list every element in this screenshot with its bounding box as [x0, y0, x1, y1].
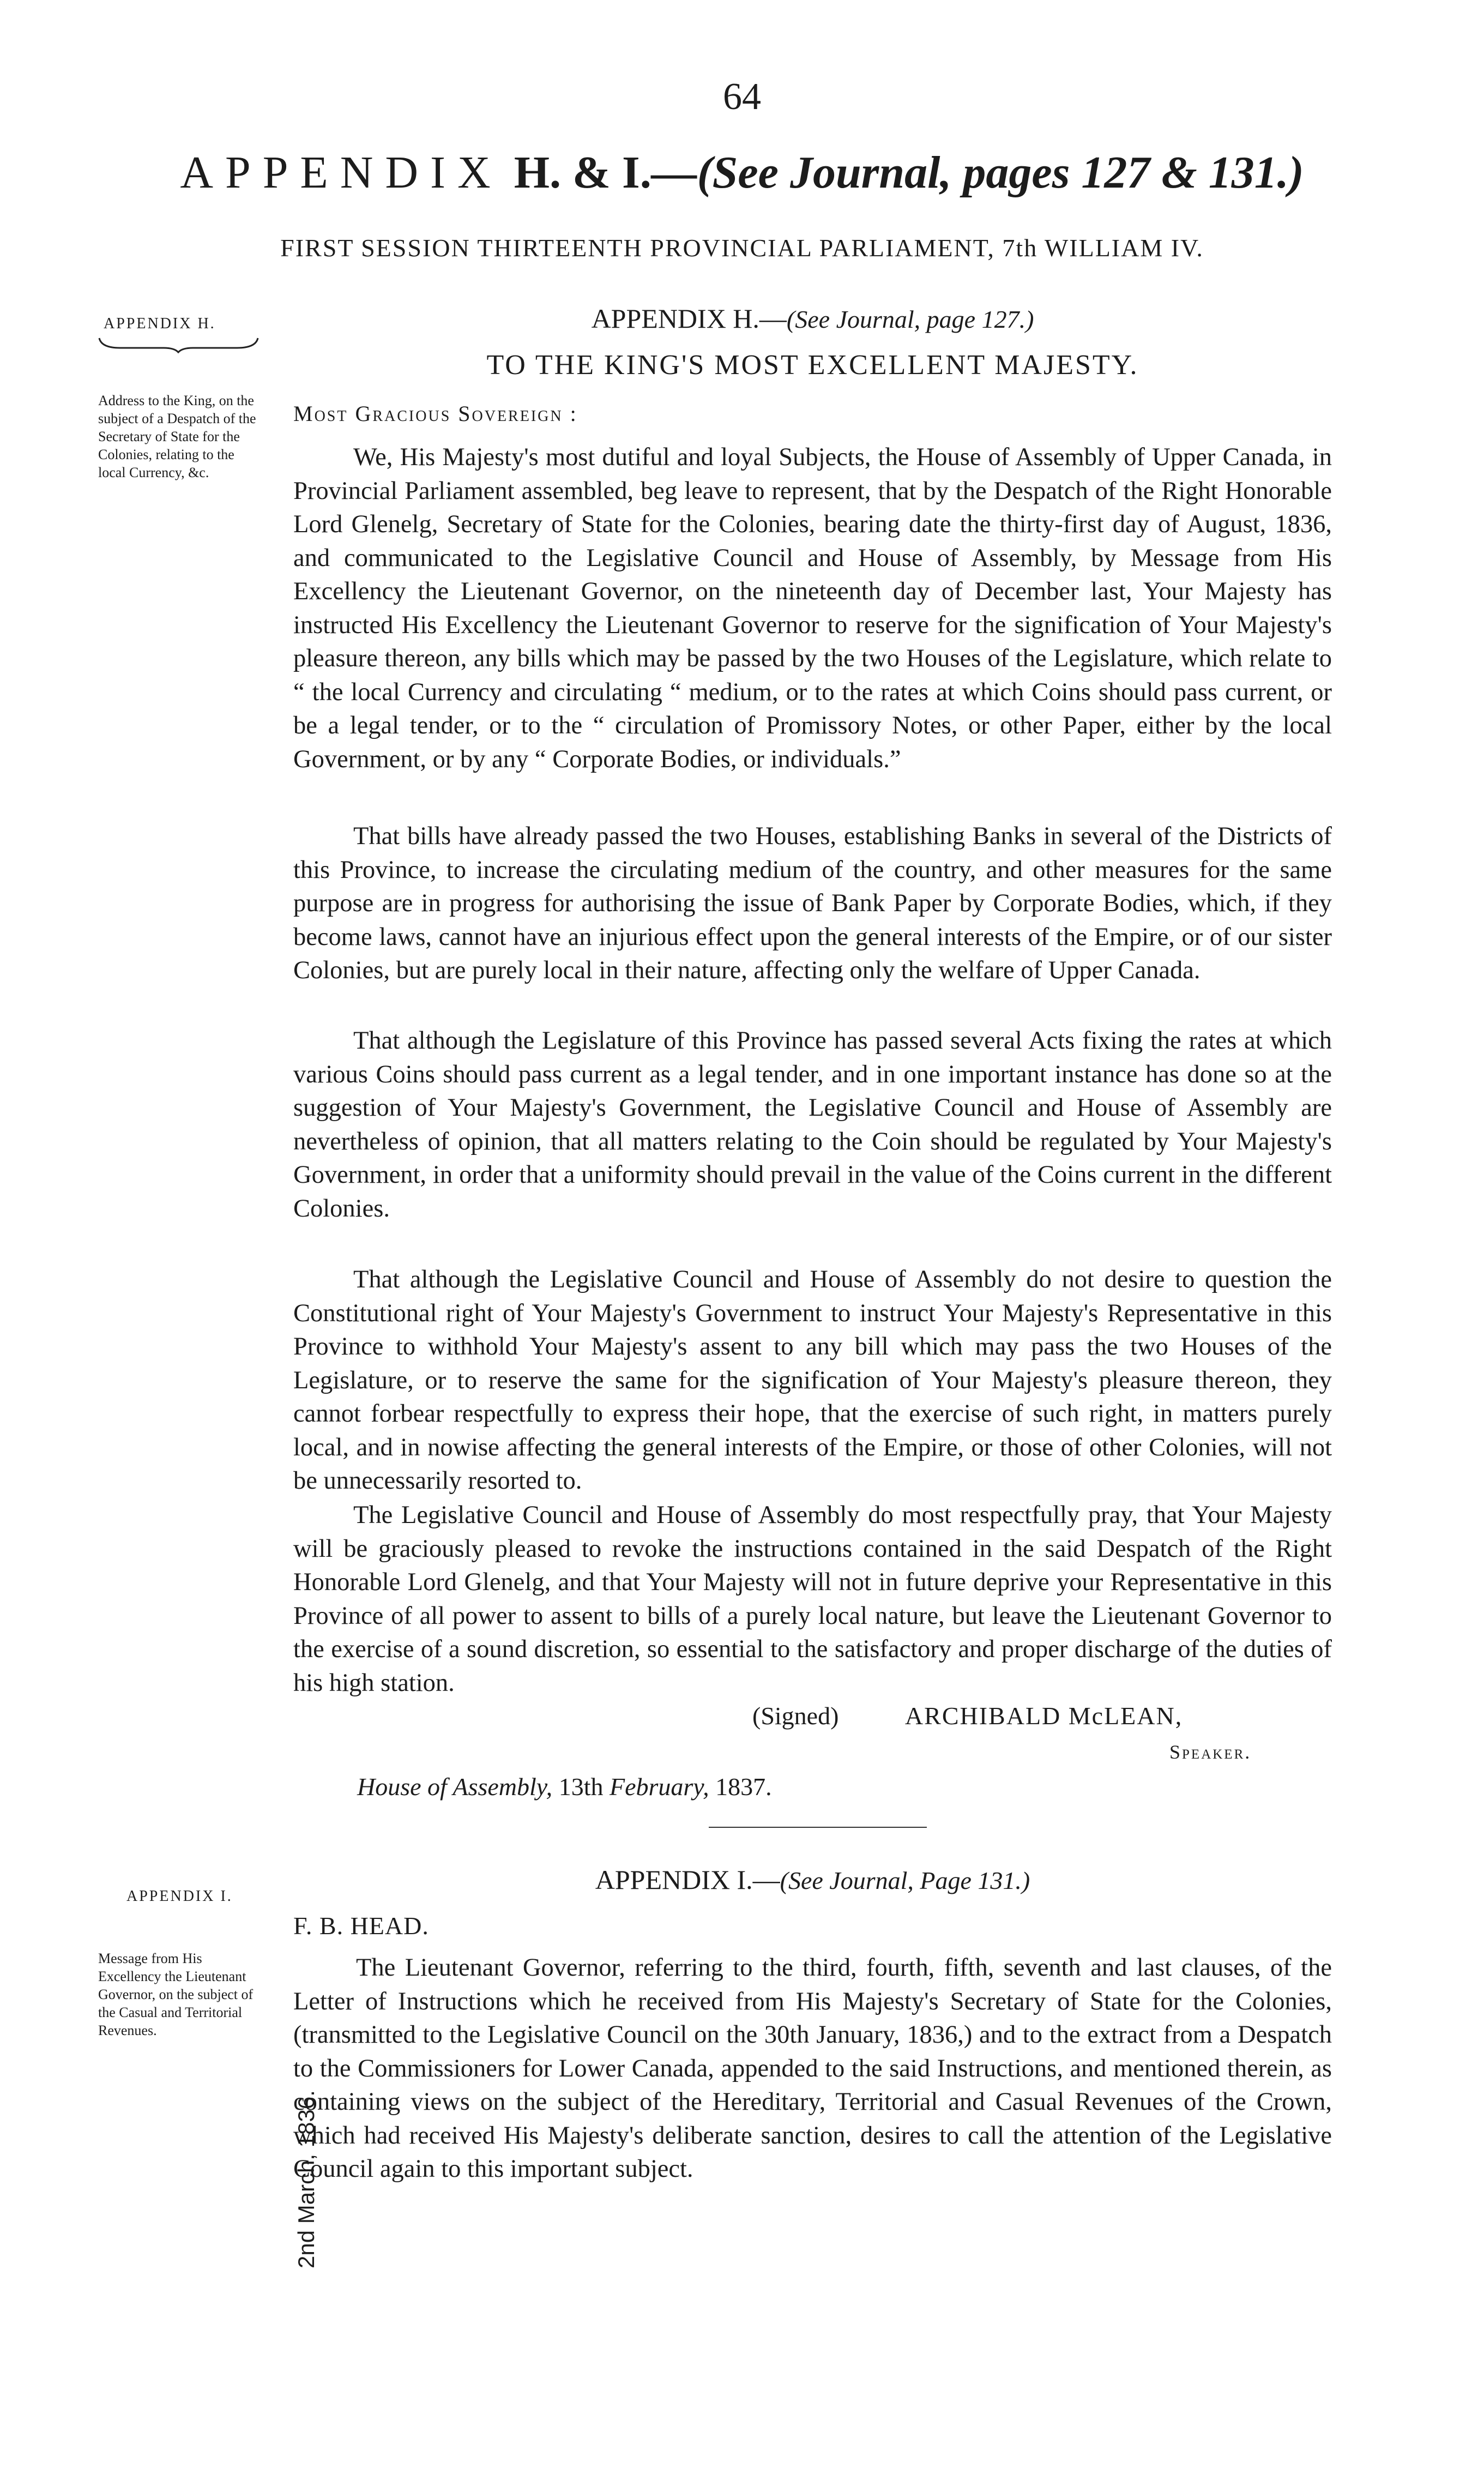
date-month: February, — [609, 1773, 709, 1801]
appendix-title — [0, 146, 1484, 199]
side-date: 2nd March, 1836. — [293, 2090, 319, 2268]
page-number: 64 — [723, 76, 761, 118]
address-paragraph-2: That bills have already passed the two Houses, establishing Banks in several of the Districts of this Province, to increase the circulating medium of the country, and other measures for the same purpose are in progress for authorising the issue of Bank Paper by Corporate Bodies, which, if they become laws, cannot have an injurious effect upon the general interests of the Empire, or of our sister Colonies, but are purely local in their nature, affecting only the welfare of Upper Canada. — [293, 822, 1332, 984]
address-paragraph-3: That although the Legislature of this Province has passed several Acts fixing the rates at which various Coins should pass current as a legal tender, and in one important instance has done so at the suggestion of Your Majesty's Government, the Legislative Council and House of Assembly are nevertheless of opinion, that all matters relating to the Coin should be regulated by Your Majesty's Government, in order that a uniformity should prevail in the value of the Coins current in the different Colonies. — [293, 1027, 1332, 1223]
date-line — [357, 1772, 772, 1801]
date-day: 13th — [552, 1773, 610, 1801]
appendix-i-heading-label: APPENDIX I.— — [595, 1864, 780, 1895]
signatory: F. B. HEAD. — [293, 1912, 429, 1940]
address-paragraph-4: That although the Legislative Council and House of Assembly do not desire to question the Constitutional right of Your Majesty's Government to instruct Your Majesty's Representative in this Province to withhold Your Majesty's assent to any bill which may pass the two Houses of the Legislature, or to reserve the same for the signification of Your Majesty's pleasure thereon, they cannot forbear respectfully to express their hope, that the exercise of such right, in matters purely local, and in nowise affecting the general interests of the Empire, or those of other Colonies, will not be unnecessarily resorted to. — [293, 1266, 1332, 1495]
appendix-h-margin-note: Address to the King, on the subject of a Despatch of the Secretary of State for the Colonies, relating to the local Currency, &c. — [98, 393, 256, 480]
appendix-h-heading — [293, 303, 1332, 334]
date-place: House of Assembly, — [357, 1773, 553, 1801]
margin-brace-h — [98, 337, 259, 353]
section-divider — [709, 1827, 927, 1828]
date-year: 1837. — [709, 1773, 772, 1801]
signature-name: ARCHIBALD McLEAN, — [904, 1702, 1183, 1730]
signature-title: Speaker. — [1169, 1741, 1252, 1763]
address-paragraph-1: We, His Majesty's most dutiful and loyal Subjects, the House of Assembly of Upper Canada, in Provincial Parliament assembled, beg leave to represent, that by the Despatch of the Right Honorable Lord Glenelg, Secretary of State for the Colonies, bearing date the thirty-first day of August, 1836, and communicated to the Legislative Council and House of Assembly, by Message from His Excellency the Lieutenant Governor, on the nineteenth day of December last, Your Majesty has instructed His Excellency the Lieutenant Governor to reserve for the signification of Your Majesty's pleasure thereon, any bills which may be passed by the two Houses of the Legislature, which relate to “ the local Currency and circulating “ medium, or to the rates at which Coins should pass current, or be a legal tender, or to the “ circulation of Promissory Notes, or other Paper, either by the local Government, or by any “ Corporate Bodies, or individuals.” — [293, 443, 1332, 773]
message-paragraph — [293, 1951, 1332, 2186]
appendix-i-heading-reference: (See Journal, Page 131.) — [780, 1867, 1030, 1894]
message-paragraph-text: The Lieutenant Governor, referring to the third, fourth, fifth, seventh and last clauses, of the Letter of Instructions which he received from His Majesty's Secretary of State for the Colonies, (transmitted to the Legislative Council on the 30th January, 1836,) and to the extract from a Despatch to the Commissioners for Lower Canada, appended to the said Instructions, and mentioned therein, as containing views on the subject of the Hereditary, Territorial and Casual Revenues of the Crown, which had received His Majesty's deliberate sanction, desires to call the attention of the Legislative Council again to this important subject. — [293, 1954, 1332, 2183]
appendix-h-heading-reference: (See Journal, page 127.) — [786, 305, 1034, 333]
salutation: Most Gracious Sovereign : — [293, 401, 578, 426]
appendix-i-margin-label: APPENDIX I. — [126, 1888, 233, 1905]
address-paragraph-5: The Legislative Council and House of Assembly do most respectfully pray, that Your Majesty will be graciously pleased to revoke the instructions contained in the said Despatch of the Right Honorable Lord Glenelg, and that Your Majesty will not in future deprive your Representative in this Province of all power to assent to bills of a purely local nature, but leave the Lieutenant Governor to the exercise of a sound discretion, so essential to the satisfactory and proper discharge of the duties of his high station. — [293, 1501, 1332, 1697]
session-line: FIRST SESSION THIRTEENTH PROVINCIAL PARLIAMENT, 7th WILLIAM IV. — [280, 234, 1204, 262]
address-heading: TO THE KING'S MOST EXCELLENT MAJESTY. — [486, 350, 1139, 381]
appendix-i-margin-note: Message from His Excellency the Lieutenant Governor, on the subject of the Casual and Territorial Revenues. — [98, 1951, 254, 2038]
appendix-h-margin-label: APPENDIX H. — [104, 315, 216, 332]
appendix-title-letters: H. & I. — [514, 147, 651, 198]
signed-line — [752, 1701, 1183, 1730]
appendix-h-heading-label: APPENDIX H.— — [591, 303, 787, 334]
signed-label: (Signed) — [752, 1702, 839, 1730]
appendix-i-heading — [293, 1864, 1332, 1895]
appendix-title-word: APPENDIX — [180, 147, 503, 198]
appendix-title-reference: —(See Journal, pages 127 & 131.) — [651, 147, 1304, 198]
